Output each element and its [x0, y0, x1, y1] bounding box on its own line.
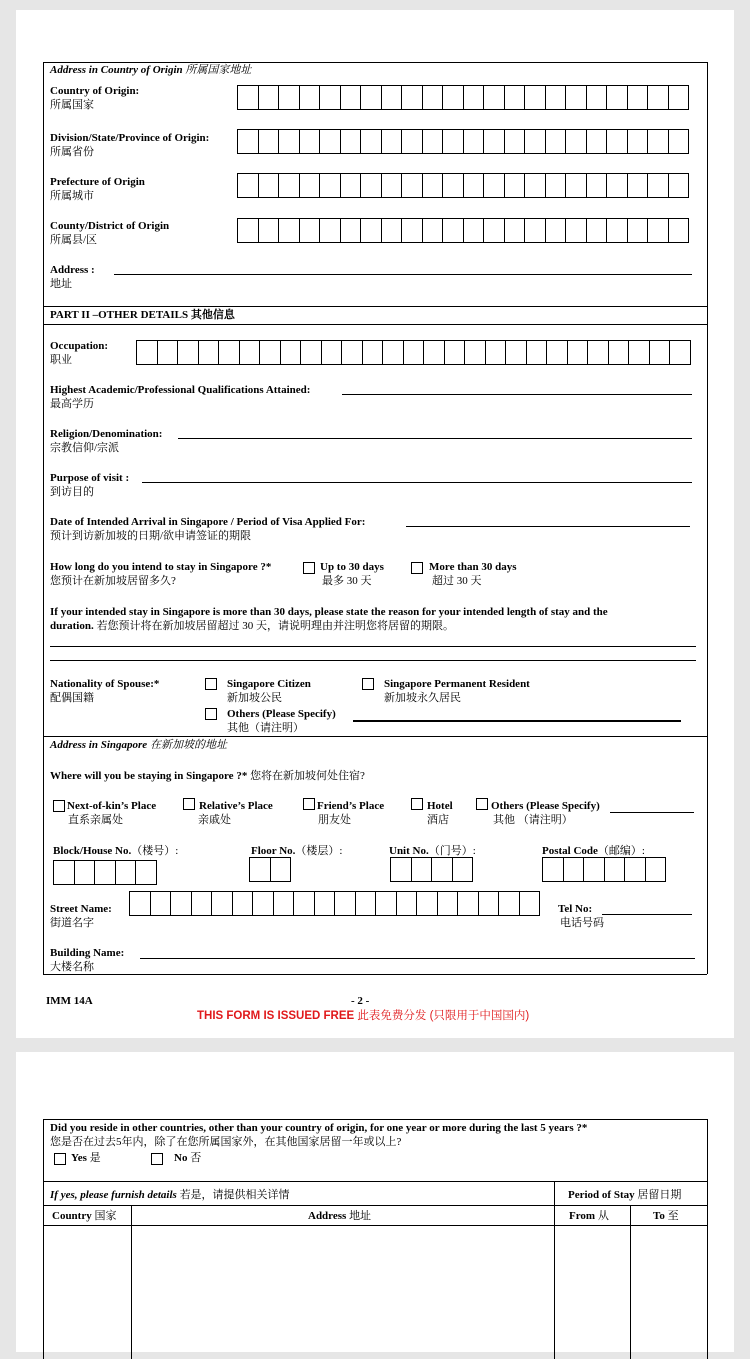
spouse-others-checkbox[interactable]	[205, 708, 217, 720]
char-box[interactable]	[647, 85, 669, 110]
char-box[interactable]	[463, 173, 485, 198]
char-box[interactable]	[401, 173, 423, 198]
char-box[interactable]	[524, 218, 546, 243]
char-box[interactable]	[565, 129, 587, 154]
char-box[interactable]	[249, 857, 271, 882]
stay-others-checkbox[interactable]	[476, 798, 488, 810]
char-box[interactable]	[627, 85, 649, 110]
char-box[interactable]	[483, 173, 505, 198]
stay-others-line[interactable]	[610, 812, 694, 813]
char-box[interactable]	[586, 218, 608, 243]
address-label: Address :	[50, 264, 95, 276]
char-box[interactable]	[463, 218, 485, 243]
char-box[interactable]	[444, 340, 466, 365]
char-box[interactable]	[382, 340, 404, 365]
char-box[interactable]	[157, 340, 179, 365]
char-box[interactable]	[237, 173, 259, 198]
street-name-input[interactable]	[129, 891, 539, 916]
char-box[interactable]	[150, 891, 172, 916]
char-box[interactable]	[483, 218, 505, 243]
char-box[interactable]	[668, 129, 690, 154]
char-box[interactable]	[668, 85, 690, 110]
char-box[interactable]	[401, 85, 423, 110]
spouse-others-label-cn: 其他（请注明）	[227, 722, 304, 734]
char-box[interactable]	[299, 129, 321, 154]
char-box[interactable]	[567, 340, 589, 365]
purpose-label-cn: 到访目的	[50, 486, 94, 498]
char-box[interactable]	[53, 860, 75, 885]
char-box[interactable]	[401, 218, 423, 243]
block-label: Block/House No.（楼号）:	[53, 845, 179, 857]
char-box[interactable]	[403, 340, 425, 365]
reason-line-2[interactable]	[50, 660, 696, 661]
char-box[interactable]	[135, 860, 157, 885]
prefecture-origin-input[interactable]	[237, 173, 688, 198]
char-box[interactable]	[390, 857, 412, 882]
char-box[interactable]	[375, 891, 397, 916]
char-box[interactable]	[627, 218, 649, 243]
postal-code-label: Postal Code（邮编）:	[542, 845, 645, 857]
char-box[interactable]	[565, 85, 587, 110]
char-box[interactable]	[647, 218, 669, 243]
form-page-3	[16, 1052, 734, 1352]
more-than-30-days-label-cn: 超过 30 天	[432, 575, 482, 587]
divider	[43, 736, 707, 737]
spouse-others-label: Others (Please Specify)	[227, 708, 336, 720]
char-box[interactable]	[273, 891, 295, 916]
char-box[interactable]	[129, 891, 151, 916]
tel-line[interactable]	[602, 914, 692, 915]
country-origin-label-cn: 所属国家	[50, 99, 94, 111]
char-box[interactable]	[545, 85, 567, 110]
singapore-citizen-label: Singapore Citizen	[227, 678, 311, 690]
char-box[interactable]	[563, 857, 585, 882]
next-of-kin-checkbox[interactable]	[53, 800, 65, 812]
char-box[interactable]	[504, 85, 526, 110]
col-address-header: Address 地址	[308, 1210, 372, 1222]
col-from-header: From 从	[569, 1210, 609, 1222]
issued-free-notice: THIS FORM IS ISSUED FREE 此表免费分发 (只限用于中国国内)	[197, 1010, 530, 1022]
char-box[interactable]	[586, 129, 608, 154]
occupation-label-cn: 职业	[50, 354, 72, 366]
char-box[interactable]	[218, 340, 240, 365]
no-label: No 否	[174, 1152, 202, 1164]
divider	[43, 1225, 707, 1226]
char-box[interactable]	[115, 860, 137, 885]
char-box[interactable]	[423, 340, 445, 365]
char-box[interactable]	[647, 129, 669, 154]
char-box[interactable]	[319, 129, 341, 154]
division-origin-input[interactable]	[237, 129, 688, 154]
reason-line-1[interactable]	[50, 646, 696, 647]
char-box[interactable]	[258, 173, 280, 198]
address-label-cn: 地址	[50, 278, 72, 290]
arrival-label: Date of Intended Arrival in Singapore / Period of Visa Applied For:	[50, 516, 366, 528]
char-box[interactable]	[381, 85, 403, 110]
char-box[interactable]	[74, 860, 96, 885]
char-box[interactable]	[668, 173, 690, 198]
char-box[interactable]	[478, 891, 500, 916]
qualifications-label-cn: 最高学历	[50, 398, 94, 410]
char-box[interactable]	[483, 129, 505, 154]
char-box[interactable]	[280, 340, 302, 365]
char-box[interactable]	[442, 218, 464, 243]
char-box[interactable]	[645, 857, 667, 882]
form-id: IMM 14A	[46, 995, 93, 1007]
char-box[interactable]	[278, 85, 300, 110]
stay-length-label: How long do you intend to stay in Singapore ?*	[50, 561, 272, 573]
religion-line[interactable]	[178, 438, 692, 439]
char-box[interactable]	[504, 173, 526, 198]
char-box[interactable]	[464, 340, 486, 365]
char-box[interactable]	[542, 857, 564, 882]
frame-left	[43, 1119, 44, 1359]
char-box[interactable]	[270, 857, 292, 882]
char-box[interactable]	[360, 85, 382, 110]
char-box[interactable]	[586, 85, 608, 110]
char-box[interactable]	[314, 891, 336, 916]
char-box[interactable]	[239, 340, 261, 365]
char-box[interactable]	[457, 891, 479, 916]
char-box[interactable]	[198, 340, 220, 365]
building-name-label: Building Name:	[50, 947, 125, 959]
frame-right	[707, 62, 708, 974]
char-box[interactable]	[608, 340, 630, 365]
occupation-input[interactable]	[136, 340, 690, 365]
tel-label-cn: 电话号码	[560, 917, 604, 929]
char-box[interactable]	[237, 129, 259, 154]
char-box[interactable]	[545, 129, 567, 154]
street-name-label: Street Name:	[50, 903, 112, 915]
street-name-label-cn: 街道名字	[50, 917, 94, 929]
yes-checkbox[interactable]	[54, 1153, 66, 1165]
char-box[interactable]	[319, 173, 341, 198]
relative-label-cn: 亲戚处	[198, 814, 231, 826]
char-box[interactable]	[299, 218, 321, 243]
char-box[interactable]	[485, 340, 507, 365]
occupation-label: Occupation:	[50, 340, 109, 352]
char-box[interactable]	[355, 891, 377, 916]
page-number: - 2 -	[351, 995, 370, 1007]
friend-label-cn: 朋友处	[318, 814, 351, 826]
spouse-nationality-label-cn: 配偶国籍	[50, 692, 94, 704]
country-origin-label: Country of Origin:	[50, 85, 140, 97]
char-box[interactable]	[237, 85, 259, 110]
char-box[interactable]	[505, 340, 527, 365]
country-origin-input[interactable]	[237, 85, 688, 110]
char-box[interactable]	[437, 891, 459, 916]
division-origin-label-cn: 所属省份	[50, 146, 94, 158]
char-box[interactable]	[411, 857, 433, 882]
next-of-kin-label: Next-of-kin’s Place	[67, 800, 157, 812]
char-box[interactable]	[319, 218, 341, 243]
char-box[interactable]	[606, 85, 628, 110]
char-box[interactable]	[362, 340, 384, 365]
char-box[interactable]	[319, 85, 341, 110]
char-box[interactable]	[422, 173, 444, 198]
char-box[interactable]	[293, 891, 315, 916]
hotel-label-cn: 酒店	[427, 814, 449, 826]
col-divider	[131, 1205, 132, 1359]
religion-label: Religion/Denomination:	[50, 428, 163, 440]
char-box[interactable]	[232, 891, 254, 916]
frame-left	[43, 62, 44, 974]
char-box[interactable]	[668, 218, 690, 243]
relative-label: Relative’s Place	[199, 800, 273, 812]
more-than-30-days-checkbox[interactable]	[411, 562, 423, 574]
county-origin-input[interactable]	[237, 218, 688, 243]
char-box[interactable]	[586, 173, 608, 198]
col-to-header: To 至	[653, 1210, 679, 1222]
char-box[interactable]	[258, 85, 280, 110]
friend-checkbox[interactable]	[303, 798, 315, 810]
char-box[interactable]	[587, 340, 609, 365]
char-box[interactable]	[606, 218, 628, 243]
singapore-citizen-label-cn: 新加坡公民	[227, 692, 282, 704]
char-box[interactable]	[94, 860, 116, 885]
char-box[interactable]	[300, 340, 322, 365]
divider	[43, 324, 707, 325]
char-box[interactable]	[416, 891, 438, 916]
unit-input[interactable]	[390, 857, 472, 882]
singapore-citizen-checkbox[interactable]	[205, 678, 217, 690]
char-box[interactable]	[669, 340, 691, 365]
division-origin-label: Division/State/Province of Origin:	[50, 132, 210, 144]
divider	[43, 1205, 707, 1206]
divider	[43, 306, 707, 307]
if-yes-label: If yes, please furnish details 若是，请提供相关详情	[50, 1189, 290, 1201]
sg-address-header: Address in Singapore 在新加坡的地址	[50, 739, 227, 751]
char-box[interactable]	[627, 129, 649, 154]
char-box[interactable]	[463, 129, 485, 154]
hotel-label: Hotel	[427, 800, 453, 812]
char-box[interactable]	[340, 85, 362, 110]
purpose-line[interactable]	[142, 482, 692, 483]
char-box[interactable]	[545, 173, 567, 198]
char-box[interactable]	[381, 129, 403, 154]
stay-others-label-cn: 其他 （请注明）	[493, 814, 573, 826]
yes-label: Yes 是	[71, 1152, 101, 1164]
char-box[interactable]	[565, 173, 587, 198]
char-box[interactable]	[401, 129, 423, 154]
arrival-line[interactable]	[406, 526, 690, 527]
char-box[interactable]	[524, 85, 546, 110]
char-box[interactable]	[396, 891, 418, 916]
frame-top	[43, 1119, 707, 1120]
residence-question-cn: 您是否在过去5年内，除了在您所属国家外，在其他国家居留一年或以上?	[50, 1136, 402, 1148]
staying-where-label: Where will you be staying in Singapore ?* 您将在新加坡何处住宿?	[50, 770, 365, 782]
char-box[interactable]	[177, 340, 199, 365]
char-box[interactable]	[498, 891, 520, 916]
char-box[interactable]	[565, 218, 587, 243]
char-box[interactable]	[237, 218, 259, 243]
divider	[43, 1181, 707, 1182]
up-to-30-days-label: Up to 30 days	[320, 561, 384, 573]
char-box[interactable]	[604, 857, 626, 882]
reason-label-line2: duration. 若您预计将在新加坡居留超过 30 天，请说明理由并注明您将居留的期限。	[50, 620, 454, 632]
char-box[interactable]	[211, 891, 233, 916]
relative-checkbox[interactable]	[183, 798, 195, 810]
residence-question: Did you reside in other countries, other than your country of origin, for one year or more during the last 5 years ?*	[50, 1122, 588, 1134]
hotel-checkbox[interactable]	[411, 798, 423, 810]
char-box[interactable]	[442, 129, 464, 154]
char-box[interactable]	[422, 85, 444, 110]
char-box[interactable]	[360, 129, 382, 154]
unit-label: Unit No.（门号）:	[389, 845, 476, 857]
reason-label: If your intended stay in Singapore is more than 30 days, please state the reason for your intended length of stay and the	[50, 606, 608, 618]
tel-label: Tel No:	[558, 903, 593, 915]
char-box[interactable]	[628, 340, 650, 365]
floor-input[interactable]	[249, 857, 290, 882]
char-box[interactable]	[647, 173, 669, 198]
char-box[interactable]	[524, 129, 546, 154]
char-box[interactable]	[583, 857, 605, 882]
char-box[interactable]	[360, 173, 382, 198]
char-box[interactable]	[278, 129, 300, 154]
singapore-pr-checkbox[interactable]	[362, 678, 374, 690]
prefecture-origin-label-cn: 所属城市	[50, 190, 94, 202]
char-box[interactable]	[431, 857, 453, 882]
char-box[interactable]	[321, 340, 343, 365]
up-to-30-days-label-cn: 最多 30 天	[322, 575, 372, 587]
postal-code-input[interactable]	[542, 857, 665, 882]
char-box[interactable]	[606, 173, 628, 198]
char-box[interactable]	[422, 129, 444, 154]
char-box[interactable]	[259, 340, 281, 365]
form-page-2	[16, 10, 734, 1038]
up-to-30-days-checkbox[interactable]	[303, 562, 315, 574]
char-box[interactable]	[649, 340, 671, 365]
char-box[interactable]	[299, 173, 321, 198]
char-box[interactable]	[381, 173, 403, 198]
char-box[interactable]	[252, 891, 274, 916]
col-divider	[630, 1205, 631, 1359]
col-divider	[554, 1181, 555, 1359]
char-box[interactable]	[340, 218, 362, 243]
frame-bottom	[43, 974, 707, 975]
char-box[interactable]	[519, 891, 541, 916]
char-box[interactable]	[278, 218, 300, 243]
char-box[interactable]	[545, 218, 567, 243]
religion-label-cn: 宗教信仰/宗派	[50, 442, 120, 454]
char-box[interactable]	[606, 129, 628, 154]
char-box[interactable]	[627, 173, 649, 198]
block-input[interactable]	[53, 860, 156, 885]
building-name-line[interactable]	[140, 958, 695, 959]
char-box[interactable]	[524, 173, 546, 198]
stay-others-label: Others (Please Specify)	[491, 800, 600, 812]
char-box[interactable]	[442, 85, 464, 110]
singapore-pr-label-cn: 新加坡永久居民	[384, 692, 461, 704]
spouse-others-line[interactable]	[353, 720, 681, 722]
address-line[interactable]	[114, 274, 692, 275]
char-box[interactable]	[278, 173, 300, 198]
qualifications-line[interactable]	[342, 394, 692, 395]
no-checkbox[interactable]	[151, 1153, 163, 1165]
arrival-label-cn: 预计到访新加坡的日期/欲申请签证的期限	[50, 530, 252, 542]
char-box[interactable]	[340, 173, 362, 198]
char-box[interactable]	[463, 85, 485, 110]
char-box[interactable]	[381, 218, 403, 243]
char-box[interactable]	[483, 85, 505, 110]
col-country-header: Country 国家	[52, 1210, 117, 1222]
char-box[interactable]	[258, 129, 280, 154]
origin-section-header: Address in Country of Origin 所属国家地址	[50, 64, 252, 76]
purpose-label: Purpose of visit :	[50, 472, 130, 484]
char-box[interactable]	[299, 85, 321, 110]
char-box[interactable]	[136, 340, 158, 365]
char-box[interactable]	[360, 218, 382, 243]
char-box[interactable]	[526, 340, 548, 365]
char-box[interactable]	[334, 891, 356, 916]
more-than-30-days-label: More than 30 days	[429, 561, 517, 573]
char-box[interactable]	[442, 173, 464, 198]
building-name-label-cn: 大楼名称	[50, 961, 94, 973]
next-of-kin-label-cn: 直系亲属处	[68, 814, 123, 826]
county-origin-label-cn: 所属县/区	[50, 234, 98, 246]
char-box[interactable]	[452, 857, 474, 882]
prefecture-origin-label: Prefecture of Origin	[50, 176, 145, 188]
char-box[interactable]	[546, 340, 568, 365]
stay-length-label-cn: 您预计在新加坡居留多久?	[50, 575, 176, 587]
period-of-stay-label: Period of Stay 居留日期	[568, 1189, 682, 1201]
spouse-nationality-label: Nationality of Spouse:*	[50, 678, 160, 690]
frame-right	[707, 1119, 708, 1359]
qualifications-label: Highest Academic/Professional Qualifications Attained:	[50, 384, 311, 396]
char-box[interactable]	[340, 129, 362, 154]
friend-label: Friend’s Place	[317, 800, 385, 812]
char-box[interactable]	[422, 218, 444, 243]
part2-header: PART II –OTHER DETAILS 其他信息	[50, 309, 235, 321]
county-origin-label: County/District of Origin	[50, 220, 170, 232]
char-box[interactable]	[504, 129, 526, 154]
singapore-pr-label: Singapore Permanent Resident	[384, 678, 530, 690]
char-box[interactable]	[504, 218, 526, 243]
char-box[interactable]	[170, 891, 192, 916]
char-box[interactable]	[258, 218, 280, 243]
char-box[interactable]	[191, 891, 213, 916]
floor-label: Floor No.（楼层）:	[251, 845, 343, 857]
char-box[interactable]	[624, 857, 646, 882]
char-box[interactable]	[341, 340, 363, 365]
